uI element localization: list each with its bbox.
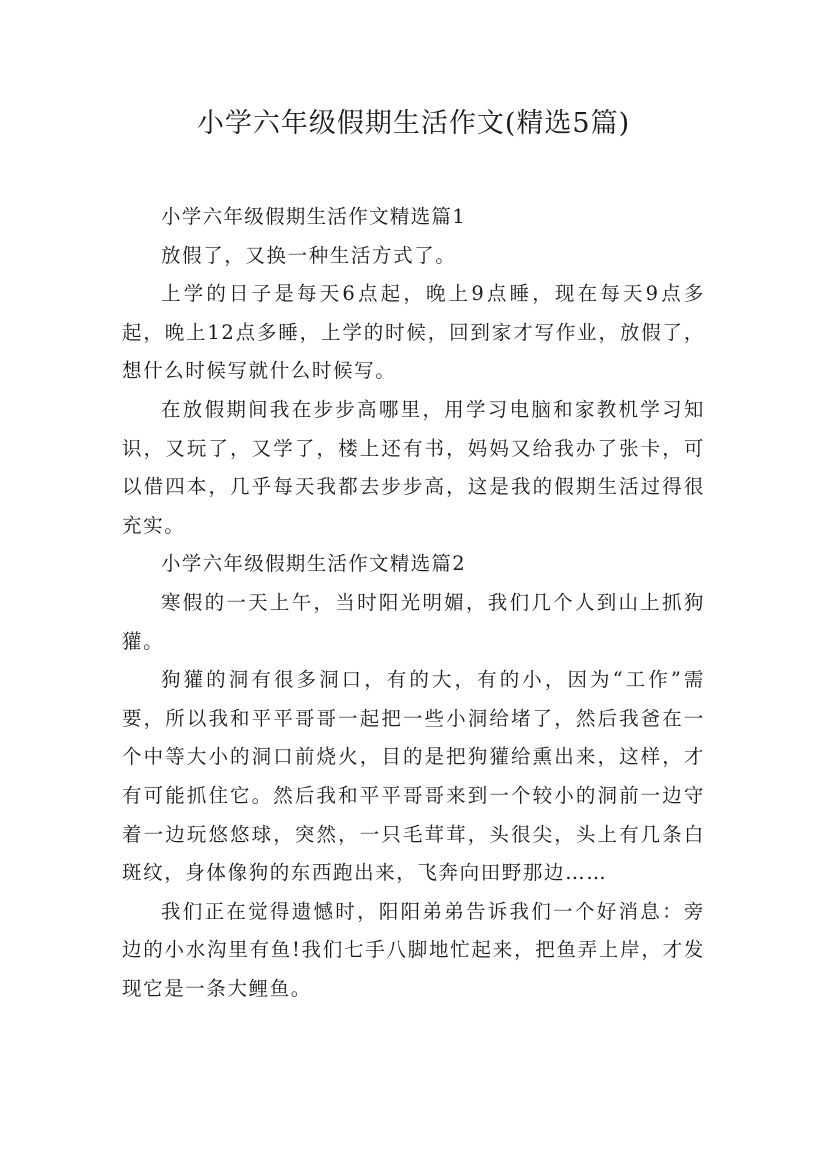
paragraph: 在放假期间我在步步高哪里，用学习电脑和家教机学习知识，又玩了，又学了，楼上还有书，妈妈又给我办了张卡，可以借四本，几乎每天我都去步步高，这是我的假期生活过得很充实。 xyxy=(122,397,705,537)
document-body xyxy=(122,198,705,1008)
document-title: 小学六年级假期生活作文(精选5篇) xyxy=(196,108,631,139)
section-heading-1: 小学六年级假期生活作文精选篇1 xyxy=(161,205,466,228)
paragraph: 放假了，又换一种生活方式了。 xyxy=(161,243,457,267)
paragraph: 寒假的一天上午，当时阳光明媚，我们几个人到山上抓狗獾。 xyxy=(122,590,705,653)
paragraph: 我们正在觉得遗憾时，阳阳弟弟告诉我们一个好消息：旁边的小水沟里有鱼!我们七手八脚地忙起来，把鱼弄上岸，才发现它是一条大鲤鱼。 xyxy=(122,899,705,1000)
paragraph: 狗獾的洞有很多洞口，有的大，有的小，因为“工作”需要，所以我和平平哥哥一起把一些小洞给堵了，然后我爸在一个中等大小的洞口前烧火，目的是把狗獾给熏出来，这样，才有可能抓住它。然后我和平平哥哥来到一个较小的洞前一边守着一边玩悠悠球，突然，一只毛茸茸，头很尖，头上有几条白斑纹，身体像狗的东西跑出来，飞奔向田野那边…… xyxy=(122,668,705,885)
section-heading-2: 小学六年级假期生活作文精选篇2 xyxy=(161,552,466,576)
paragraph: 上学的日子是每天6点起，晚上9点睡，现在每天9点多起，晚上12点多睡，上学的时候，回到家才写作业，放假了，想什么时候写就什么时候写。 xyxy=(122,282,705,383)
